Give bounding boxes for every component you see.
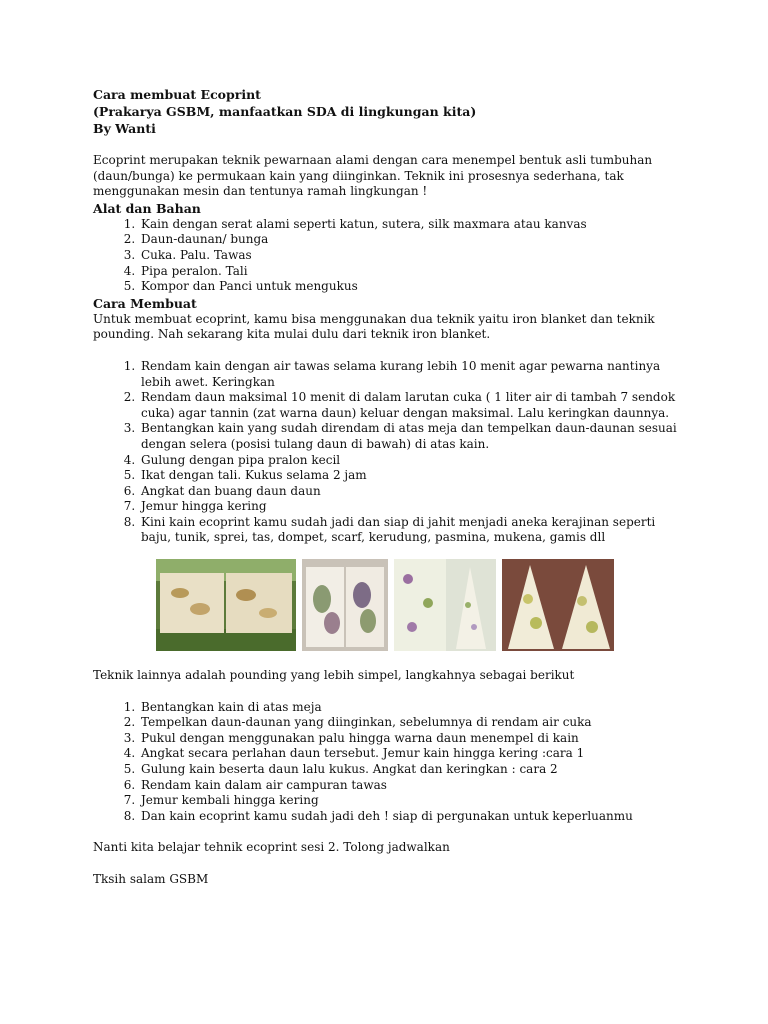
list-item: 3. Cuka. Palu. Tawas (139, 248, 683, 264)
photo-fabric-hanging (156, 559, 296, 651)
list-item: 4. Angkat secara perlahan daun tersebut. Jemur kain hingga kering :cara 1 (139, 746, 683, 762)
document-title: Cara membuat Ecoprint (93, 87, 261, 102)
list-item: 1. Kain dengan serat alami seperti katun, sutera, silk maxmara atau kanvas (139, 217, 683, 233)
document-author: By Wanti (93, 121, 156, 136)
list-item: 7. Jemur kembali hingga kering (139, 793, 683, 809)
method-intro: Untuk membuat ecoprint, kamu bisa menggunakan dua teknik yaitu iron blanket dan teknik pounding. Nah sekarang kita mulai dulu dari teknik iron blanket. (93, 311, 655, 342)
list-item: 5. Kompor dan Panci untuk mengukus (139, 279, 683, 295)
list-item: 4. Gulung dengan pipa pralon kecil (139, 453, 683, 469)
iron-blanket-steps (93, 359, 683, 546)
tools-list (93, 217, 683, 295)
photo-ecoprint-shirts (302, 559, 388, 651)
list-item: 7. Jemur hingga kering (139, 499, 683, 515)
list-item: 3. Bentangkan kain yang sudah direndam di atas meja dan tempelkan daun-daunan sesuai dengan selera (posisi tulang daun di bawah) di atas kain. (139, 421, 683, 452)
list-item: 8. Dan kain ecoprint kamu sudah jadi deh ! siap di pergunakan untuk keperluanmu (139, 809, 683, 825)
closing-note: Nanti kita belajar tehnik ecoprint sesi 2. Tolong jadwalkan (93, 840, 450, 855)
list-item: 2. Tempelkan daun-daunan yang diinginkan, sebelumnya di rendam air cuka (139, 715, 683, 731)
list-item: 5. Ikat dengan tali. Kukus selama 2 jam (139, 468, 683, 484)
method-heading: Cara Membuat (93, 295, 197, 311)
list-item: 6. Rendam kain dalam air campuran tawas (139, 778, 683, 794)
intro-paragraph: Ecoprint merupakan teknik pewarnaan alami dengan cara menempel bentuk asli tumbuhan (daun/bunga) ke permukaan kain yang diinginkan. Teknik ini prosesnya sederhana, tak menggunakan mesin dan tentunya ramah lingkungan ! (93, 153, 653, 199)
photo-ecoprint-robes (502, 559, 614, 651)
pounding-steps (93, 700, 683, 825)
list-item: 5. Gulung kain beserta daun lalu kukus. Angkat dan keringkan : cara 2 (139, 762, 683, 778)
photo-ecoprint-dress (394, 559, 496, 651)
list-item: 8. Kini kain ecoprint kamu sudah jadi dan siap di jahit menjadi aneka kerajinan seperti baju, tunik, sprei, tas, dompet, scarf, kerudung, pasmina, mukena, gamis dll (139, 515, 683, 546)
list-item: 1. Bentangkan kain di atas meja (139, 700, 683, 716)
tools-heading: Alat dan Bahan (93, 200, 201, 216)
document-page (93, 86, 683, 888)
list-item: 3. Pukul dengan menggunakan palu hingga warna daun menempel di kain (139, 731, 683, 747)
list-item: 6. Angkat dan buang daun daun (139, 484, 683, 500)
signoff: Tksih salam GSBM (93, 872, 209, 886)
list-item: 2. Daun-daunan/ bunga (139, 232, 683, 248)
list-item: 2. Rendam daun maksimal 10 menit di dalam larutan cuka ( 1 liter air di tambah 7 sendok cuka) agar tannin (zat warna daun) keluar dengan maksimal. Lalu keringkan daunnya. (139, 390, 683, 421)
list-item: 1. Rendam kain dengan air tawas selama kurang lebih 10 menit agar pewarna nantinya lebih awet. Keringkan (139, 359, 683, 390)
pounding-intro: Teknik lainnya adalah pounding yang lebih simpel, langkahnya sebagai berikut (93, 668, 575, 683)
ecoprint-photo-strip (156, 559, 683, 651)
list-item: 4. Pipa peralon. Tali (139, 264, 683, 280)
document-subtitle: (Prakarya GSBM, manfaatkan SDA di lingkungan kita) (93, 104, 477, 119)
